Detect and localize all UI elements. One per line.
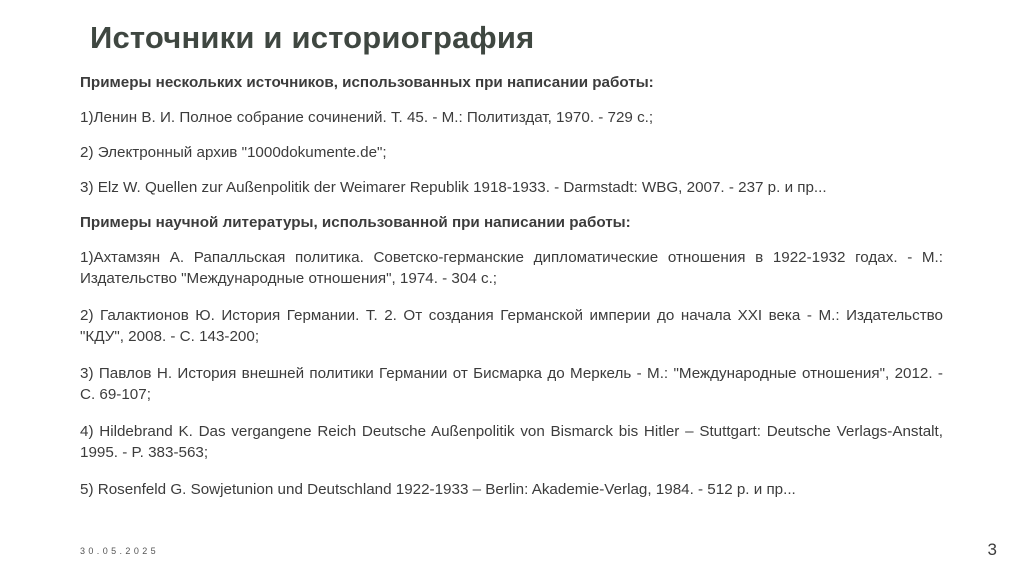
source-item-1: 1)Ленин В. И. Полное собрание сочинений. Т. 45. - М.: Политиздат, 1970. - 729 с.; — [80, 109, 654, 126]
page-number: 3 — [987, 540, 997, 559]
slide-title: Источники и историография — [90, 20, 535, 55]
literature-item-2: 2) Галактионов Ю. История Германии. Т. 2. От создания Германской империи до начала XXI века - М.: Издательство "КДУ", 2008. - С. 143-200; — [80, 307, 943, 345]
literature-heading: Примеры научной литературы, использованной при написании работы: — [80, 214, 631, 231]
sources-heading: Примеры нескольких источников, использованных при написании работы: — [80, 74, 654, 91]
footer-date: 30.05.2025 — [80, 546, 160, 556]
source-item-3: 3) Elz W. Quellen zur Außenpolitik der Weimarer Republik 1918-1933. - Darmstadt: WBG, 2007. - 237 p. и пр... — [80, 179, 827, 196]
source-item-2: 2) Электронный архив "1000dokumente.de"; — [80, 144, 387, 161]
literature-item-4: 4) Hildebrand K. Das vergangene Reich Deutsche Außenpolitik von Bismarck bis Hitler – Stuttgart: Deutsche Verlags-Anstalt, 1995. - P. 383-563; — [80, 423, 943, 461]
slide-content — [80, 72, 943, 500]
literature-item-1: 1)Ахтамзян А. Рапалльская политика. Советско-германские дипломатические отношения в 1922-1932 годах. - М.: Издательство "Международные отношения", 1974. - 304 с.; — [80, 249, 943, 287]
literature-item-5: 5) Rosenfeld G. Sowjetunion und Deutschland 1922-1933 – Berlin: Akademie-Verlag, 1984. - 512 p. и пр... — [80, 481, 796, 498]
literature-item-3: 3) Павлов Н. История внешней политики Германии от Бисмарка до Меркель - М.: "Международные отношения", 2012. - С. 69-107; — [80, 365, 943, 403]
